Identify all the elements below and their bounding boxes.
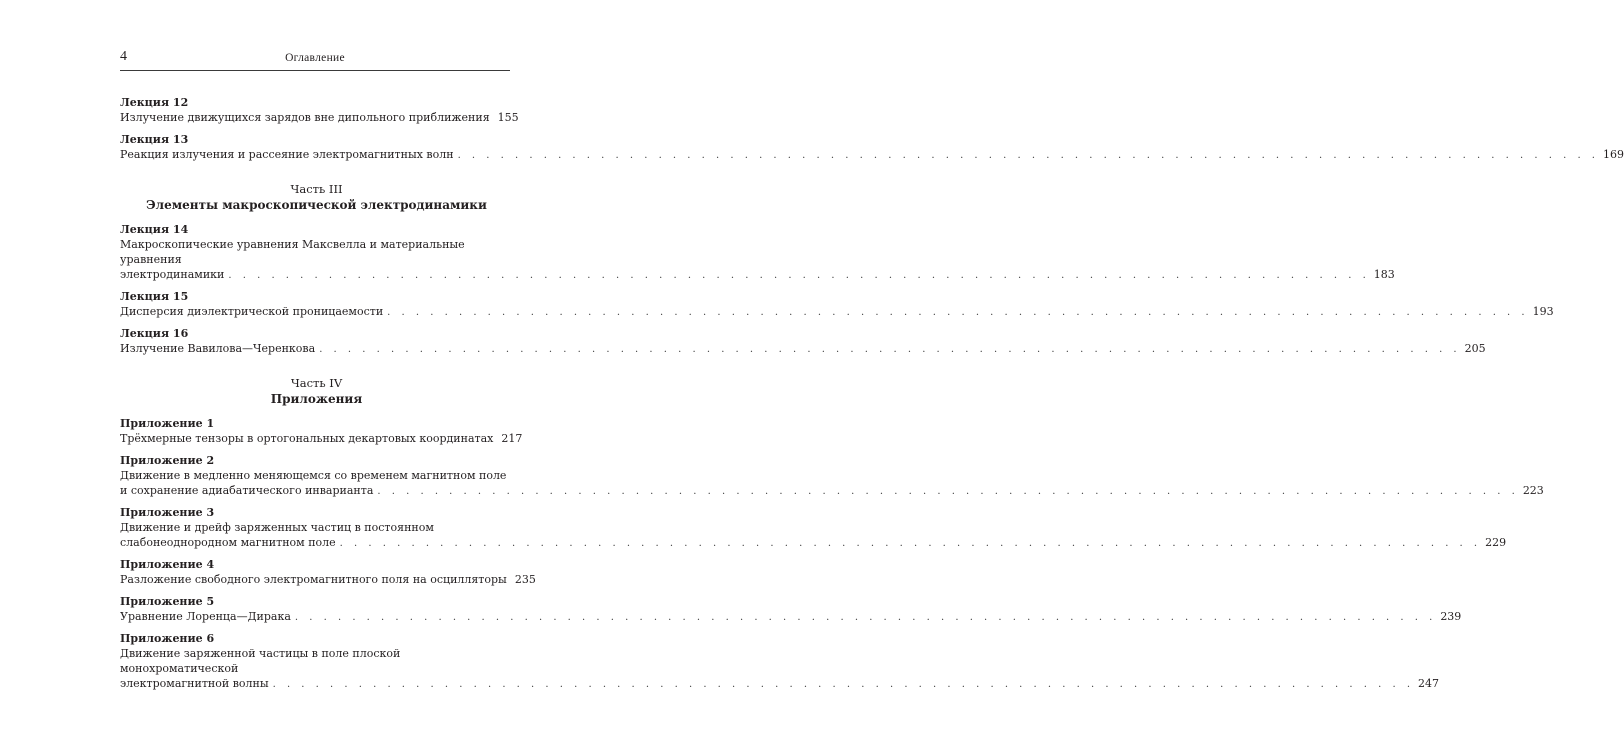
entry-page-number: 235: [514, 573, 536, 586]
entry-label: Лекция 16: [120, 327, 189, 340]
toc-entry: [120, 594, 1462, 625]
lecture-group: [120, 95, 1624, 163]
entry-title-text: Излучение Вавилова—Черенкова: [120, 342, 316, 355]
part-title: Элементы макроскопической электродинамики: [146, 198, 487, 212]
toc-entry: [120, 557, 536, 588]
entry-page-number: 223: [1522, 484, 1544, 497]
entry-title-line: Движение в медленно меняющемся со временем магнитном поле: [120, 469, 507, 482]
entry-last-line: [120, 147, 1624, 163]
entry-label: Приложение 4: [120, 558, 215, 571]
entry-title-line: Движение заряженной частицы в поле плоской монохроматической: [120, 647, 401, 675]
dot-leader: . . . . . . . . . . . . . . . . . . . . . . . . . . . . . . . . . . . . . . . . . . . . . . . . . . . . . . . . . . . . . . . . . . . . . . . . . . . . . . . .: [294, 612, 1437, 623]
entry-last-line: [120, 304, 1554, 320]
entry-title-text: электродинамики: [120, 268, 225, 281]
entry-label: Приложение 3: [120, 506, 215, 519]
entry-last-line: [120, 341, 1486, 357]
part-number: Часть III: [290, 182, 343, 196]
entry-page-number: 169: [1602, 148, 1624, 161]
entry-page-number: 193: [1532, 305, 1554, 318]
entry-page-number: 217: [501, 432, 523, 445]
appendix-group: [120, 416, 1544, 692]
entry-last-line: [120, 572, 536, 588]
entry-label: Лекция 15: [120, 290, 189, 303]
part-title: Приложения: [270, 392, 363, 406]
part-heading: [120, 375, 513, 408]
entry-page-number: 229: [1485, 536, 1507, 549]
entry-label: Лекция 14: [120, 223, 189, 236]
entry-page-number: 205: [1464, 342, 1486, 355]
entry-last-line: [120, 431, 523, 447]
page-number: 4: [120, 49, 127, 64]
entry-title-text: Излучение движущихся зарядов вне дипольного приближения: [120, 111, 490, 124]
dot-leader: . . . . . . . . . . . . . . . . . . . . . . . . . . . . . . . . . . . . . . . . . . . . . . . . . . . . . . . . . . . . . . . . . . . . . . . . . . . . . . . .: [339, 538, 1482, 549]
entry-last-line: [120, 267, 1395, 283]
dot-leader: . . . . . . . . . . . . . . . . . . . . . . . . . . . . . . . . . . . . . . . . . . . . . . . . . . . . . . . . . . . . . . . . . . . . . . . . . . . . . . . .: [387, 307, 1529, 318]
toc-entry: [120, 95, 519, 126]
toc-entry: [120, 631, 1440, 692]
toc-entry: [120, 326, 1486, 357]
entry-last-line: [120, 110, 519, 126]
running-header: [120, 50, 510, 71]
lecture-group: [120, 222, 1554, 357]
entry-last-line: [120, 535, 1507, 551]
entry-title-text: и сохранение адиабатического инварианта: [120, 484, 374, 497]
entry-label: Приложение 6: [120, 632, 215, 645]
entry-title-text: слабонеоднородном магнитном поле: [120, 536, 336, 549]
entry-label: Лекция 12: [120, 96, 189, 109]
dot-leader: . . . . . . . . . . . . . . . . . . . . . . . . . . . . . . . . . . . . . . . . . . . . . . . . . . . . . . . . . . . . . . . . . . . . . . . . . . . . . . . .: [457, 150, 1599, 161]
dot-leader: . . . . . . . . . . . . . . . . . . . . . . . . . . . . . . . . . . . . . . . . . . . . . . . . . . . . . . . . . . . . . . . . . . . . . . . . . . . . . . . .: [319, 344, 1461, 355]
entry-title-text: Реакция излучения и рассеяние электромагнитных волн: [120, 148, 454, 161]
entry-last-line: [120, 483, 1544, 499]
entry-title-text: Разложение свободного электромагнитного поля на осцилляторы: [120, 573, 507, 586]
entry-title-text: Трёхмерные тензоры в ортогональных декартовых координатах: [120, 432, 494, 445]
part-heading: [120, 181, 513, 214]
toc-entry: [120, 222, 1395, 283]
entry-label: Приложение 2: [120, 454, 215, 467]
dot-leader: . . . . . . . . . . . . . . . . . . . . . . . . . . . . . . . . . . . . . . . . . . . . . . . . . . . . . . . . . . . . . . . . . . . . . . . . . . . . . . . .: [228, 270, 1370, 281]
table-of-contents: [120, 95, 1624, 698]
entry-label: Приложение 1: [120, 417, 215, 430]
entry-title-text: Дисперсия диэлектрической проницаемости: [120, 305, 384, 318]
entry-title-line: Движение и дрейф заряженных частиц в постоянном: [120, 521, 434, 534]
toc-entry: [120, 505, 1507, 551]
toc-entry: [120, 289, 1554, 320]
entry-page-number: 183: [1373, 268, 1395, 281]
dot-leader: . . . . . . . . . . . . . . . . . . . . . . . . . . . . . . . . . . . . . . . . . . . . . . . . . . . . . . . . . . . . . . . . . . . . . . . . . . . . . . . .: [377, 486, 1519, 497]
toc-entry: [120, 416, 523, 447]
entry-last-line: [120, 676, 1440, 692]
entry-title-text: Уравнение Лоренца—Дирака: [120, 610, 291, 623]
entry-page-number: 155: [497, 111, 519, 124]
entry-label: Приложение 5: [120, 595, 215, 608]
part-number: Часть IV: [290, 376, 343, 390]
entry-label: Лекция 13: [120, 133, 189, 146]
header-title: Оглавление: [285, 52, 345, 64]
entry-title-line: Макроскопические уравнения Максвелла и материальные уравнения: [120, 238, 465, 266]
entry-page-number: 247: [1418, 677, 1440, 690]
toc-entry: [120, 132, 1624, 163]
toc-entry: [120, 453, 1544, 499]
entry-last-line: [120, 609, 1462, 625]
entry-title-text: электромагнитной волны: [120, 677, 269, 690]
entry-page-number: 239: [1440, 610, 1462, 623]
dot-leader: . . . . . . . . . . . . . . . . . . . . . . . . . . . . . . . . . . . . . . . . . . . . . . . . . . . . . . . . . . . . . . . . . . . . . . . . . . . . . . . .: [272, 679, 1415, 690]
